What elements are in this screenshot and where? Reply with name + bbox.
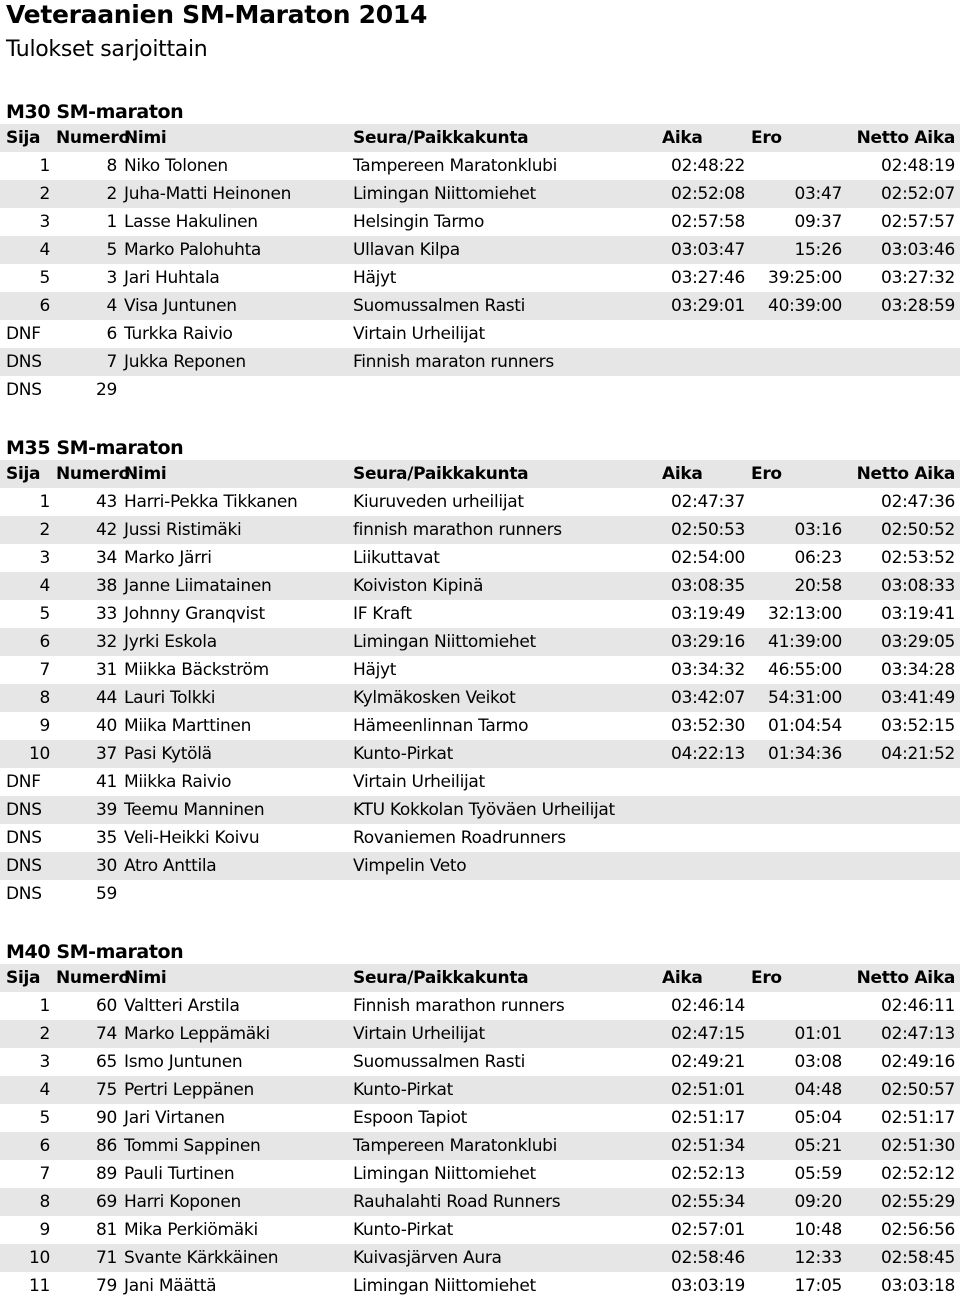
- time-cell: 03:34:32: [671, 660, 745, 680]
- position-cell: 7: [39, 1164, 50, 1184]
- gap-cell: 03:08: [794, 1052, 842, 1072]
- bib-number-cell: 1: [106, 212, 117, 232]
- position-cell: 2: [39, 520, 50, 540]
- club-cell: Limingan Niittomiehet: [353, 632, 536, 652]
- name-cell: Johnny Granqvist: [124, 604, 265, 624]
- bib-number-cell: 44: [95, 688, 117, 708]
- gap-cell: 01:04:54: [768, 716, 842, 736]
- net-time-cell: 03:03:46: [881, 240, 955, 260]
- gap-cell: 01:01: [794, 1024, 842, 1044]
- time-cell: 03:27:46: [671, 268, 745, 288]
- table-row: [0, 1048, 960, 1076]
- name-cell: Lasse Hakulinen: [124, 212, 258, 232]
- name-cell: Jani Määttä: [124, 1276, 217, 1296]
- gap-cell: 40:39:00: [768, 296, 842, 316]
- name-cell: Pertri Leppänen: [124, 1080, 255, 1100]
- net-time-cell: 03:19:41: [881, 604, 955, 624]
- bib-number-cell: 2: [106, 184, 117, 204]
- gap-cell: 17:05: [794, 1276, 842, 1296]
- bib-number-cell: 8: [106, 156, 117, 176]
- table-row: [0, 992, 960, 1020]
- time-cell: 02:54:00: [671, 548, 745, 568]
- position-cell: 8: [39, 688, 50, 708]
- table-header-row: [0, 964, 960, 992]
- name-cell: Marko Leppämäki: [124, 1024, 270, 1044]
- position-cell: 3: [39, 212, 50, 232]
- name-cell: Ismo Juntunen: [124, 1052, 243, 1072]
- name-cell: Harri-Pekka Tikkanen: [124, 492, 298, 512]
- table-row: [0, 544, 960, 572]
- time-cell: 02:58:46: [671, 1248, 745, 1268]
- header-sija: Sija: [6, 128, 41, 148]
- category-m40: [0, 936, 960, 1300]
- bib-number-cell: 34: [95, 548, 117, 568]
- name-cell: Teemu Manninen: [124, 800, 265, 820]
- position-cell: 2: [39, 1024, 50, 1044]
- club-cell: IF Kraft: [353, 604, 412, 624]
- table-row: [0, 824, 960, 852]
- name-cell: Miikka Bäckström: [124, 660, 269, 680]
- table-row: [0, 1216, 960, 1244]
- name-cell: Mika Perkiömäki: [124, 1220, 258, 1240]
- net-time-cell: 02:56:56: [881, 1220, 955, 1240]
- table-row: [0, 292, 960, 320]
- category-m30: [0, 96, 960, 404]
- club-cell: Kylmäkosken Veikot: [353, 688, 516, 708]
- position-cell: DNS: [6, 380, 42, 400]
- time-cell: 03:29:01: [671, 296, 745, 316]
- net-time-cell: 02:47:36: [881, 492, 955, 512]
- name-cell: Jari Virtanen: [124, 1108, 225, 1128]
- club-cell: Rauhalahti Road Runners: [353, 1192, 561, 1212]
- name-cell: Marko Järri: [124, 548, 212, 568]
- time-cell: 02:51:34: [671, 1136, 745, 1156]
- header-numero: Numero: [56, 128, 130, 148]
- category-title: M30 SM-maraton: [6, 101, 184, 123]
- bib-number-cell: 33: [95, 604, 117, 624]
- bib-number-cell: 4: [106, 296, 117, 316]
- table-row: [0, 1104, 960, 1132]
- bib-number-cell: 65: [95, 1052, 117, 1072]
- table-row: [0, 180, 960, 208]
- position-cell: 4: [39, 240, 50, 260]
- table-row: [0, 320, 960, 348]
- net-time-cell: 03:52:15: [881, 716, 955, 736]
- table-row: [0, 1160, 960, 1188]
- time-cell: 02:46:14: [671, 996, 745, 1016]
- bib-number-cell: 75: [95, 1080, 117, 1100]
- name-cell: Miika Marttinen: [124, 716, 252, 736]
- time-cell: 02:47:15: [671, 1024, 745, 1044]
- gap-cell: 03:47: [794, 184, 842, 204]
- gap-cell: 46:55:00: [768, 660, 842, 680]
- gap-cell: 32:13:00: [768, 604, 842, 624]
- position-cell: 5: [39, 604, 50, 624]
- club-cell: Virtain Urheilijat: [353, 324, 485, 344]
- club-cell: Vimpelin Veto: [353, 856, 467, 876]
- position-cell: DNS: [6, 856, 42, 876]
- club-cell: Liikuttavat: [353, 548, 440, 568]
- bib-number-cell: 69: [95, 1192, 117, 1212]
- club-cell: Virtain Urheilijat: [353, 772, 485, 792]
- header-sija: Sija: [6, 464, 41, 484]
- name-cell: Janne Liimatainen: [124, 576, 272, 596]
- net-time-cell: 02:46:11: [881, 996, 955, 1016]
- gap-cell: 05:59: [794, 1164, 842, 1184]
- position-cell: 9: [39, 716, 50, 736]
- header-aika: Aika: [662, 464, 703, 484]
- position-cell: DNS: [6, 884, 42, 904]
- bib-number-cell: 37: [95, 744, 117, 764]
- net-time-cell: 03:29:05: [881, 632, 955, 652]
- net-time-cell: 02:51:30: [881, 1136, 955, 1156]
- name-cell: Svante Kärkkäinen: [124, 1248, 279, 1268]
- category-title: M40 SM-maraton: [6, 941, 184, 963]
- time-cell: 03:03:19: [671, 1276, 745, 1296]
- time-cell: 02:47:37: [671, 492, 745, 512]
- name-cell: Harri Koponen: [124, 1192, 242, 1212]
- name-cell: Jyrki Eskola: [124, 632, 217, 652]
- bib-number-cell: 79: [95, 1276, 117, 1296]
- net-time-cell: 02:55:29: [881, 1192, 955, 1212]
- club-cell: Häjyt: [353, 268, 397, 288]
- time-cell: 02:51:17: [671, 1108, 745, 1128]
- page-subtitle: Tulokset sarjoittain: [6, 37, 208, 62]
- table-row: [0, 628, 960, 656]
- bib-number-cell: 90: [95, 1108, 117, 1128]
- name-cell: Tommi Sappinen: [124, 1136, 261, 1156]
- name-cell: Marko Palohuhta: [124, 240, 262, 260]
- net-time-cell: 02:57:57: [881, 212, 955, 232]
- club-cell: Tampereen Maratonklubi: [353, 156, 558, 176]
- header-seura: Seura/Paikkakunta: [353, 128, 529, 148]
- net-time-cell: 02:50:57: [881, 1080, 955, 1100]
- header-sija: Sija: [6, 968, 41, 988]
- club-cell: Kunto-Pirkat: [353, 744, 453, 764]
- time-cell: 03:29:16: [671, 632, 745, 652]
- time-cell: 03:19:49: [671, 604, 745, 624]
- bib-number-cell: 42: [95, 520, 117, 540]
- header-ero: Ero: [751, 968, 782, 988]
- header-aika: Aika: [662, 128, 703, 148]
- position-cell: 1: [39, 996, 50, 1016]
- club-cell: Rovaniemen Roadrunners: [353, 828, 566, 848]
- time-cell: 02:55:34: [671, 1192, 745, 1212]
- table-row: [0, 376, 960, 404]
- header-netto: Netto Aika: [856, 968, 955, 988]
- gap-cell: 09:20: [794, 1192, 842, 1212]
- name-cell: Visa Juntunen: [124, 296, 237, 316]
- table-header-row: [0, 124, 960, 152]
- gap-cell: 05:21: [794, 1136, 842, 1156]
- club-cell: Suomussalmen Rasti: [353, 296, 526, 316]
- table-row: [0, 236, 960, 264]
- header-nimi: Nimi: [124, 464, 167, 484]
- net-time-cell: 03:41:49: [881, 688, 955, 708]
- name-cell: Niko Tolonen: [124, 156, 228, 176]
- net-time-cell: 02:58:45: [881, 1248, 955, 1268]
- club-cell: Espoon Tapiot: [353, 1108, 468, 1128]
- net-time-cell: 02:48:19: [881, 156, 955, 176]
- position-cell: 9: [39, 1220, 50, 1240]
- header-seura: Seura/Paikkakunta: [353, 968, 529, 988]
- club-cell: Kuivasjärven Aura: [353, 1248, 502, 1268]
- gap-cell: 05:04: [794, 1108, 842, 1128]
- net-time-cell: 02:51:17: [881, 1108, 955, 1128]
- club-cell: Ullavan Kilpa: [353, 240, 460, 260]
- position-cell: 2: [39, 184, 50, 204]
- net-time-cell: 02:53:52: [881, 548, 955, 568]
- time-cell: 04:22:13: [671, 744, 745, 764]
- header-numero: Numero: [56, 464, 130, 484]
- club-cell: Helsingin Tarmo: [353, 212, 485, 232]
- position-cell: DNS: [6, 352, 42, 372]
- gap-cell: 20:58: [794, 576, 842, 596]
- bib-number-cell: 5: [106, 240, 117, 260]
- time-cell: 03:08:35: [671, 576, 745, 596]
- position-cell: DNF: [6, 324, 41, 344]
- gap-cell: 54:31:00: [768, 688, 842, 708]
- time-cell: 03:52:30: [671, 716, 745, 736]
- club-cell: Finnish marathon runners: [353, 996, 565, 1016]
- bib-number-cell: 41: [95, 772, 117, 792]
- club-cell: Kiuruveden urheilijat: [353, 492, 524, 512]
- time-cell: 02:48:22: [671, 156, 745, 176]
- bib-number-cell: 86: [95, 1136, 117, 1156]
- club-cell: finnish marathon runners: [353, 520, 562, 540]
- header-ero: Ero: [751, 464, 782, 484]
- table-row: [0, 600, 960, 628]
- bib-number-cell: 71: [95, 1248, 117, 1268]
- position-cell: 1: [39, 492, 50, 512]
- position-cell: 4: [39, 576, 50, 596]
- position-cell: 10: [28, 1248, 50, 1268]
- position-cell: 10: [28, 744, 50, 764]
- table-row: [0, 348, 960, 376]
- club-cell: Suomussalmen Rasti: [353, 1052, 526, 1072]
- table-row: [0, 656, 960, 684]
- name-cell: Veli-Heikki Koivu: [124, 828, 260, 848]
- header-nimi: Nimi: [124, 968, 167, 988]
- net-time-cell: 03:28:59: [881, 296, 955, 316]
- table-row: [0, 1076, 960, 1104]
- time-cell: 03:03:47: [671, 240, 745, 260]
- position-cell: 7: [39, 660, 50, 680]
- position-cell: DNS: [6, 800, 42, 820]
- bib-number-cell: 39: [95, 800, 117, 820]
- net-time-cell: 03:08:33: [881, 576, 955, 596]
- bib-number-cell: 89: [95, 1164, 117, 1184]
- bib-number-cell: 59: [95, 884, 117, 904]
- name-cell: Atro Anttila: [124, 856, 217, 876]
- net-time-cell: 04:21:52: [881, 744, 955, 764]
- category-m35: [0, 432, 960, 908]
- net-time-cell: 02:47:13: [881, 1024, 955, 1044]
- table-row: [0, 768, 960, 796]
- name-cell: Juha-Matti Heinonen: [124, 184, 292, 204]
- time-cell: 02:50:53: [671, 520, 745, 540]
- club-cell: KTU Kokkolan Työväen Urheilijat: [353, 800, 615, 820]
- time-cell: 03:42:07: [671, 688, 745, 708]
- gap-cell: 01:34:36: [768, 744, 842, 764]
- table-row: [0, 1188, 960, 1216]
- table-row: [0, 488, 960, 516]
- gap-cell: 03:16: [794, 520, 842, 540]
- gap-cell: 09:37: [794, 212, 842, 232]
- bib-number-cell: 60: [95, 996, 117, 1016]
- table-row: [0, 852, 960, 880]
- header-netto: Netto Aika: [856, 464, 955, 484]
- gap-cell: 41:39:00: [768, 632, 842, 652]
- name-cell: Lauri Tolkki: [124, 688, 216, 708]
- table-row: [0, 1244, 960, 1272]
- net-time-cell: 03:03:18: [881, 1276, 955, 1296]
- position-cell: 6: [39, 1136, 50, 1156]
- position-cell: 5: [39, 1108, 50, 1128]
- gap-cell: 04:48: [794, 1080, 842, 1100]
- time-cell: 02:57:01: [671, 1220, 745, 1240]
- position-cell: 4: [39, 1080, 50, 1100]
- club-cell: Finnish maraton runners: [353, 352, 554, 372]
- table-row: [0, 684, 960, 712]
- header-ero: Ero: [751, 128, 782, 148]
- gap-cell: 15:26: [794, 240, 842, 260]
- gap-cell: 12:33: [794, 1248, 842, 1268]
- club-cell: Limingan Niittomiehet: [353, 184, 536, 204]
- club-cell: Hämeenlinnan Tarmo: [353, 716, 529, 736]
- bib-number-cell: 40: [95, 716, 117, 736]
- bib-number-cell: 7: [106, 352, 117, 372]
- net-time-cell: 02:52:07: [881, 184, 955, 204]
- name-cell: Jukka Reponen: [124, 352, 246, 372]
- name-cell: Jussi Ristimäki: [124, 520, 242, 540]
- name-cell: Valtteri Arstila: [124, 996, 240, 1016]
- club-cell: Virtain Urheilijat: [353, 1024, 485, 1044]
- time-cell: 02:52:08: [671, 184, 745, 204]
- position-cell: 3: [39, 548, 50, 568]
- table-row: [0, 796, 960, 824]
- bib-number-cell: 74: [95, 1024, 117, 1044]
- header-aika: Aika: [662, 968, 703, 988]
- header-seura: Seura/Paikkakunta: [353, 464, 529, 484]
- position-cell: 3: [39, 1052, 50, 1072]
- net-time-cell: 02:52:12: [881, 1164, 955, 1184]
- gap-cell: 39:25:00: [768, 268, 842, 288]
- position-cell: DNF: [6, 772, 41, 792]
- bib-number-cell: 38: [95, 576, 117, 596]
- net-time-cell: 02:50:52: [881, 520, 955, 540]
- bib-number-cell: 81: [95, 1220, 117, 1240]
- bib-number-cell: 29: [95, 380, 117, 400]
- table-row: [0, 1272, 960, 1300]
- bib-number-cell: 32: [95, 632, 117, 652]
- bib-number-cell: 6: [106, 324, 117, 344]
- table-row: [0, 516, 960, 544]
- table-row: [0, 572, 960, 600]
- category-title: M35 SM-maraton: [6, 437, 184, 459]
- club-cell: Häjyt: [353, 660, 397, 680]
- table-row: [0, 880, 960, 908]
- bib-number-cell: 3: [106, 268, 117, 288]
- net-time-cell: 03:34:28: [881, 660, 955, 680]
- club-cell: Limingan Niittomiehet: [353, 1164, 536, 1184]
- net-time-cell: 02:49:16: [881, 1052, 955, 1072]
- position-cell: 11: [28, 1276, 50, 1296]
- time-cell: 02:49:21: [671, 1052, 745, 1072]
- table-row: [0, 1020, 960, 1048]
- table-row: [0, 208, 960, 236]
- time-cell: 02:52:13: [671, 1164, 745, 1184]
- club-cell: Koiviston Kipinä: [353, 576, 484, 596]
- club-cell: Tampereen Maratonklubi: [353, 1136, 558, 1156]
- table-row: [0, 152, 960, 180]
- page-title: Veteraanien SM-Maraton 2014: [6, 0, 428, 29]
- position-cell: 1: [39, 156, 50, 176]
- position-cell: 6: [39, 632, 50, 652]
- name-cell: Turkka Raivio: [124, 324, 233, 344]
- gap-cell: 06:23: [794, 548, 842, 568]
- gap-cell: 10:48: [794, 1220, 842, 1240]
- club-cell: Limingan Niittomiehet: [353, 1276, 536, 1296]
- club-cell: Kunto-Pirkat: [353, 1080, 453, 1100]
- header-numero: Numero: [56, 968, 130, 988]
- club-cell: Kunto-Pirkat: [353, 1220, 453, 1240]
- position-cell: 6: [39, 296, 50, 316]
- table-row: [0, 1132, 960, 1160]
- name-cell: Pasi Kytölä: [124, 744, 212, 764]
- position-cell: DNS: [6, 828, 42, 848]
- table-header-row: [0, 460, 960, 488]
- bib-number-cell: 35: [95, 828, 117, 848]
- name-cell: Pauli Turtinen: [124, 1164, 235, 1184]
- time-cell: 02:51:01: [671, 1080, 745, 1100]
- name-cell: Miikka Raivio: [124, 772, 232, 792]
- table-row: [0, 712, 960, 740]
- net-time-cell: 03:27:32: [881, 268, 955, 288]
- header-nimi: Nimi: [124, 128, 167, 148]
- header-netto: Netto Aika: [856, 128, 955, 148]
- bib-number-cell: 31: [95, 660, 117, 680]
- position-cell: 5: [39, 268, 50, 288]
- bib-number-cell: 30: [95, 856, 117, 876]
- table-row: [0, 264, 960, 292]
- time-cell: 02:57:58: [671, 212, 745, 232]
- name-cell: Jari Huhtala: [124, 268, 220, 288]
- position-cell: 8: [39, 1192, 50, 1212]
- table-row: [0, 740, 960, 768]
- bib-number-cell: 43: [95, 492, 117, 512]
